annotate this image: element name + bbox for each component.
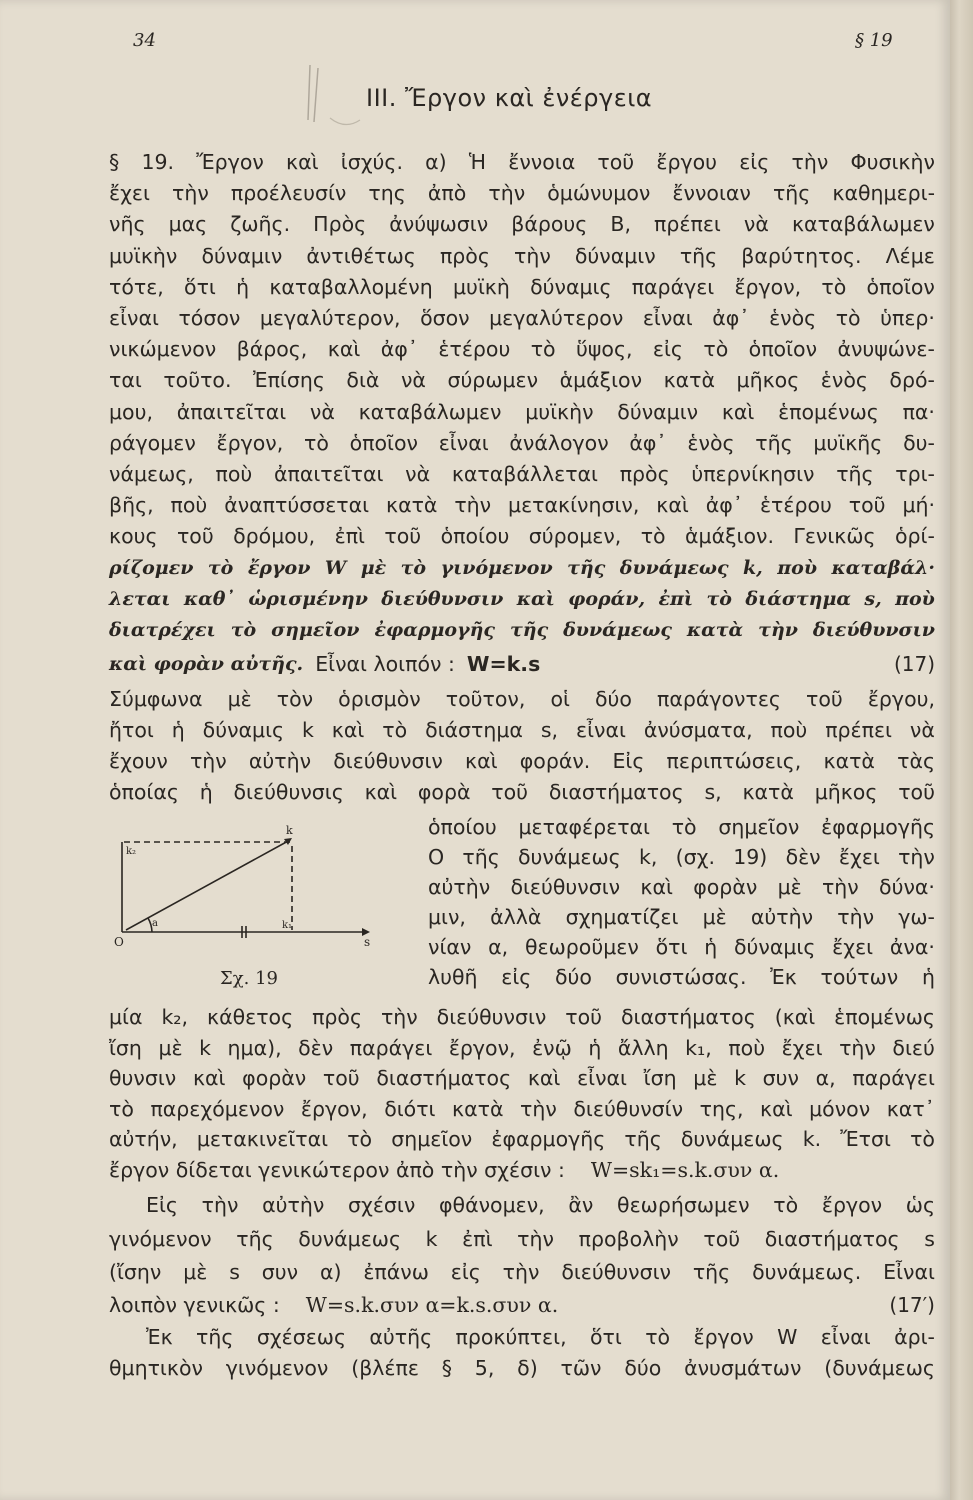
text-line: νάμεως, ποὺ ἀπαιτεῖται νὰ καταβάλλεται πρὸς ὑπερνίκησιν τῆς τρι- [109, 462, 935, 486]
text-line: ἔχουν τὴν αὐτὴν διεύθυνσιν καὶ φοράν. Εἰς περιπτώσεις, κατὰ τὰς [109, 749, 935, 773]
formula-lead-2: ἔργον δίδεται γενικώτερον ἀπὸ τὴν σχέσιν : [109, 1158, 565, 1182]
text-line: μία k₂, κάθετος πρὸς τὴν διεύθυνσιν τοῦ διαστήματος (καὶ ἑπομένως [109, 1005, 935, 1029]
text-line: ται τοῦτο. Ἐπίσης διὰ νὰ σύρωμεν ἁμάξιον κατὰ μῆκος ἑνὸς δρό- [109, 368, 935, 393]
label-s: s [364, 935, 371, 949]
label-k: k [286, 824, 293, 837]
text-line: τὸ παρεχόμενον ἔργον, διότι κατὰ τὴν διεύθυνσίν της, καὶ μόνον κατ᾿ [109, 1096, 935, 1121]
formula-line-17 [109, 649, 935, 679]
text-line: ὁποίου μεταφέρεται τὸ σημεῖον ἐφαρμογῆς [428, 815, 935, 839]
label-k1: k₁ [282, 920, 293, 931]
formula-general: W=sk₁=s.k.συν α. [590, 1158, 780, 1182]
text-line: θμητικὸν γινόμενον (βλέπε § 5, δ) τῶν δύο ἀνυσμάτων (δυνάμεως [109, 1356, 935, 1380]
formula-lead-3: λοιπὸν γενικῶς : [109, 1293, 280, 1317]
formula-lead: Εἶναι λοιπόν : [315, 652, 455, 676]
label-alpha: a [152, 918, 158, 929]
text-line: θυνσιν καὶ φορὰν τοῦ διαστήματος καὶ εἶναι ἴση μὲ k συν α, παράγει [109, 1066, 935, 1090]
text-line: ἤτοι ἡ δύναμις k καὶ τὸ διάστημα s, εἶναι ἀνύσματα, ποὺ πρέπει νὰ [109, 718, 935, 742]
text-line: ὁποίας ἡ διεύθυνσις καὶ φορὰ τοῦ διαστήματος s, κατὰ μῆκος τοῦ [109, 780, 935, 804]
text-line: αὐτὴν διεύθυνσιν καὶ φορὰν μὲ τὴν δύνα· [428, 875, 935, 899]
formula-17prime: W=s.k.συν α=k.s.συν α. [305, 1293, 559, 1317]
text-line: λεται καθ᾿ ὡρισμένην διεύθυνσιν καὶ φοράν, ἐπὶ τὸ διάστημα s, ποὺ [109, 587, 935, 610]
chapter-title: III. Ἔργον καὶ ἐνέργεια [366, 84, 653, 112]
text-line: ἔχει τὴν προέλευσίν της ἀπὸ τὴν ὁμώνυμον ἔννοιαν τῆς καθημερι- [109, 181, 935, 206]
text-line: κους τοῦ δρόμου, ἐπὶ τοῦ ὁποίου σύρομεν, τὸ ἁμάξιον. Γενικῶς ὁρί- [109, 524, 935, 549]
text-line: βῆς, ποὺ ἀναπτύσσεται κατὰ τὴν μετακίνησιν, καὶ ἀφ᾿ ἑτέρου τοῦ μή· [109, 493, 935, 518]
text-line: νικώμενον βάρος, καὶ ἀφ᾿ ἑτέρου τὸ ὕψος, εἰς τὸ ὁποῖον ἀνυψώνε- [109, 337, 935, 362]
text-line: μου, ἀπαιτεῖται νὰ καταβάλωμεν μυϊκὴν δύναμιν καὶ ἑπομένως πα· [109, 399, 935, 424]
text-line: ράγομεν ἔργον, τὸ ὁποῖον εἶναι ἀνάλογον ἀφ᾿ ἑνὸς τῆς μυϊκῆς δυ- [109, 430, 935, 455]
text-line: τότε, ὅτι ἡ καταβαλλομένη μυϊκὴ δύναμις παράγει ἔργον, τὸ ὁποῖον [109, 274, 935, 299]
text-line: (ἴσην μὲ s συν α) ἐπάνω εἰς τὴν διεύθυνσιν τῆς δυνάμεως. Εἶναι [109, 1260, 935, 1284]
text-line: νίαν α, θεωροῦμεν ὅτι ἡ δύναμις ἔχει ἀνα· [428, 935, 935, 959]
formula-17: W=k.s [466, 652, 541, 676]
text-line: εἶναι τόσον μεγαλύτερον, ὅσον μεγαλύτερον εἶναι ἀφ᾿ ἑνὸς τὸ ὑπερ· [109, 306, 935, 330]
label-origin: O [114, 935, 124, 949]
text-line: Ο τῆς δυνάμεως k, (σχ. 19) δὲν ἔχει τὴν [428, 845, 935, 869]
formula-line-general [109, 1155, 935, 1185]
text-line: Εἰς τὴν αὐτὴν σχέσιν φθάνομεν, ἂν θεωρήσωμεν τὸ ἔργον ὡς [146, 1193, 935, 1217]
text-line: ἴση μὲ k ημα), δὲν παράγει ἔργον, ἐνῷ ἡ ἄλλη k₁, ποὺ ἔχει τὴν διεύ [109, 1035, 935, 1060]
text-line: διατρέχει τὸ σημεῖον ἐφαρμογῆς τῆς δυνάμεως κατὰ τὴν διεύθυνσιν [109, 619, 935, 641]
text-line: αὐτήν, μετακινεῖται τὸ σημεῖον ἐφαρμογῆς τῆς δυνάμεως k. Ἔτσι τὸ [109, 1127, 935, 1151]
label-k2: k₂ [126, 846, 137, 857]
text-line: γινόμενον τῆς δυνάμεως k ἐπὶ τὴν προβολὴν τοῦ διαστήματος s [109, 1227, 935, 1251]
formula-line-17prime [109, 1290, 935, 1320]
figure-19 [112, 822, 382, 962]
page-edge [950, 0, 973, 1500]
text-line: Σύμφωνα μὲ τὸν ὁρισμὸν τοῦτον, οἱ δύο παράγοντες τοῦ ἔργου, [109, 687, 935, 711]
text-line: μυϊκὴν δύναμιν ἀντιθέτως πρὸς τὴν δύναμιν τῆς βαρύτητος. Λέμε [109, 243, 935, 268]
page-number: 34 [133, 30, 156, 51]
text-line: μιν, ἀλλὰ σχηματίζει μὲ αὐτὴν τὴν γω- [428, 905, 935, 929]
text-line: ρίζομεν τὸ ἔργον W μὲ τὸ γινόμενον τῆς δυνάμεως k, ποὺ καταβάλ· [109, 556, 935, 579]
pencil-mark [290, 60, 370, 140]
eq-number-17: (17) [893, 652, 935, 676]
definition-end: καὶ φορὰν αὐτῆς. [109, 653, 304, 675]
text-line: Ἐκ τῆς σχέσεως αὐτῆς προκύπτει, ὅτι τὸ ἔργον W εἶναι ἀρι- [146, 1325, 935, 1349]
eq-number-17prime: (17′) [889, 1293, 935, 1317]
text-line: νῆς μας ζωῆς. Πρὸς ἀνύψωσιν βάρους Β, πρέπει νὰ καταβάλωμεν [109, 212, 935, 237]
section-ref: § 19 [855, 30, 893, 51]
force-vector-k [126, 840, 293, 931]
text-line: § 19. Ἔργον καὶ ἰσχύς. α) Ἡ ἔννοια τοῦ ἔργου εἰς τὴν Φυσικὴν [109, 150, 935, 174]
text-line: λυθῆ εἰς δύο συνιστώσας. Ἐκ τούτων ἡ [428, 965, 935, 989]
figure-caption: Σχ. 19 [220, 968, 278, 989]
